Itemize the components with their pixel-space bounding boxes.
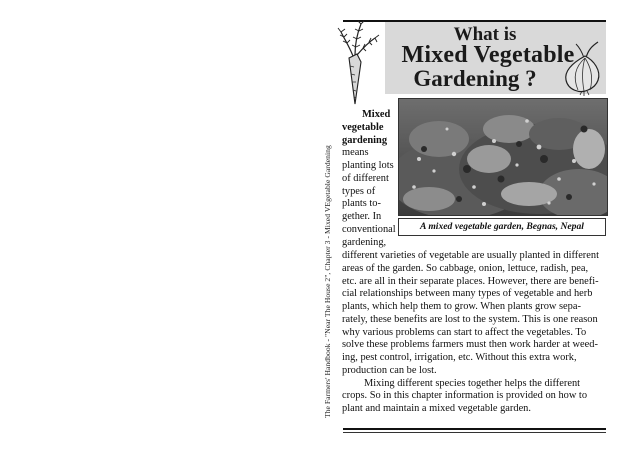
intro-line: gardening, xyxy=(342,236,387,248)
body-line: etc. are all in their separate places. However, there are benefi- xyxy=(342,275,599,287)
intro-line: gether. In xyxy=(342,211,382,222)
body-line: plants, which help them to grow. When plants grow sepa- xyxy=(342,301,581,312)
body-line: plant and maintain a mixed vegetable garden. xyxy=(342,403,531,414)
body-line: rately, these benefits are lost to the system. This is one reason xyxy=(342,313,598,325)
intro-column xyxy=(342,109,404,249)
intro-line: Mixed xyxy=(362,109,391,120)
title-line-2: Mixed Vegetable xyxy=(401,42,575,68)
body-line: Mixing different species together helps the different xyxy=(364,377,581,389)
garden-photo-image xyxy=(399,99,607,215)
intro-line: of different xyxy=(342,172,389,184)
intro-line: planting lots xyxy=(342,160,394,171)
intro-line: vegetable xyxy=(342,121,384,133)
body-line: different varieties of vegetable are usually planted in different xyxy=(342,250,599,261)
garden-photo xyxy=(398,98,608,216)
bottom-rule xyxy=(343,428,606,430)
body-line: crops. So in this chapter information is provided on how to xyxy=(342,390,588,402)
photo-caption: A mixed vegetable garden, Begnas, Nepal xyxy=(398,218,606,236)
body-line: areas of the garden. So cabbage, onion, lettuce, radish, pea, xyxy=(342,262,589,274)
body-line: solve these problems farmers must then work harder at weed- xyxy=(342,339,598,351)
body-line: ing, pest control, irrigation, etc. Without this extra work, xyxy=(342,352,577,363)
body-line: production can be lost. xyxy=(342,364,437,376)
bottom-rule-thin xyxy=(343,432,606,433)
intro-line: types of xyxy=(342,185,376,197)
intro-line: conventional xyxy=(342,223,396,235)
body-line: cial relationships between many types of vegetable and herb xyxy=(342,288,593,300)
running-header: The Farmers' Handbook - "Near The House 2", Chapter 3 - Mixed VEgetable Gardening xyxy=(323,145,332,418)
onion-icon xyxy=(556,40,606,96)
title-line-1: What is xyxy=(453,24,517,45)
title-line-3: Gardening ? xyxy=(413,66,537,91)
intro-line: gardening xyxy=(342,134,388,146)
body-paragraphs xyxy=(342,250,606,416)
intro-line: means xyxy=(342,147,369,159)
body-line: why various problems can start to affect the vegetables. To xyxy=(342,326,587,338)
intro-line: plants to- xyxy=(342,198,381,210)
